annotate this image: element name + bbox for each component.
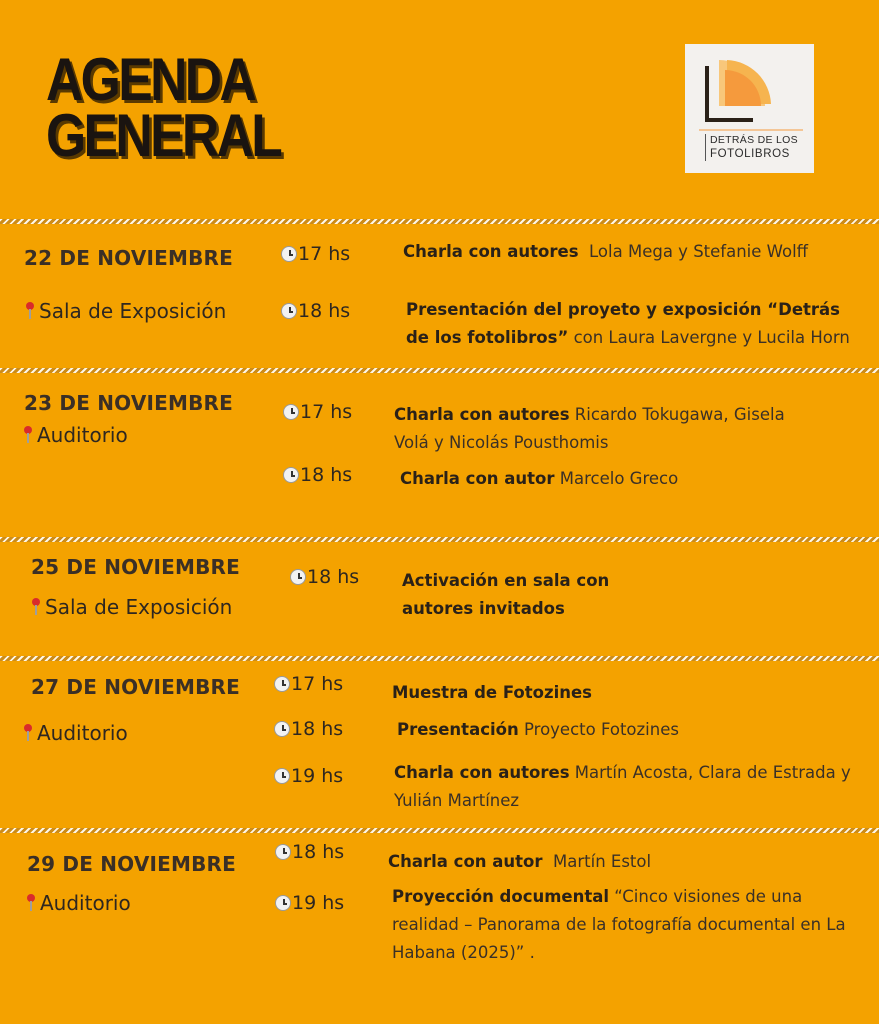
event-description: Charla con autor Marcelo Greco: [400, 469, 679, 488]
day-location: Auditorio: [27, 891, 131, 915]
separator: [0, 828, 879, 833]
separator: [0, 368, 879, 373]
clock-icon: [274, 721, 290, 737]
event-time: 18 hs: [283, 464, 352, 486]
event-time: 18 hs: [274, 718, 343, 740]
logo-text: [705, 134, 798, 161]
day-location: Sala de Exposición: [26, 299, 226, 323]
event-description: Presentación Proyecto Fotozines: [397, 720, 679, 739]
location-pin-icon: [26, 302, 34, 319]
event-description: Charla con autor Martín Estol: [388, 852, 652, 871]
title-line-2: GENERAL: [46, 102, 281, 169]
title-line-1: AGENDA: [46, 46, 255, 113]
clock-icon: [275, 844, 291, 860]
location-pin-icon: [24, 724, 32, 741]
page-title: [46, 46, 281, 169]
event-description: Proyección documental “Cinco visiones de una realidad – Panorama de la fotografía documental en La Habana (2025)” .: [392, 887, 846, 962]
event-time: 17 hs: [281, 243, 350, 265]
event-time: 18 hs: [290, 566, 359, 588]
event-description: Presentación del proyeto y exposición “Detrás de los fotolibros” con Laura Lavergne y Lucila Horn: [406, 300, 850, 347]
event-description: Charla con autores Ricardo Tokugawa, Gisela Volá y Nicolás Pousthomis: [394, 405, 785, 452]
clock-icon: [275, 895, 291, 911]
clock-icon: [281, 303, 297, 319]
logo-text-line-1: DETRÁS DE LOS: [710, 134, 798, 146]
separator: [0, 537, 879, 542]
separator: [0, 219, 879, 224]
event-description: Charla con autores Martín Acosta, Clara de Estrada y Yulián Martínez: [394, 763, 851, 810]
clock-icon: [274, 676, 290, 692]
event-time: 17 hs: [283, 401, 352, 423]
event-time: 17 hs: [274, 673, 343, 695]
event-description: Muestra de Fotozines: [392, 683, 593, 702]
location-pin-icon: [24, 426, 32, 443]
event-time: 18 hs: [281, 300, 350, 322]
separator: [0, 656, 879, 661]
logo: [685, 44, 814, 173]
clock-icon: [274, 768, 290, 784]
clock-icon: [283, 467, 299, 483]
day-date: 22 DE NOVIEMBRE: [24, 246, 234, 270]
day-location: Auditorio: [24, 721, 128, 745]
clock-icon: [290, 569, 306, 585]
day-date: 25 DE NOVIEMBRE: [31, 555, 241, 579]
clock-icon: [283, 404, 299, 420]
day-date: 27 DE NOVIEMBRE: [31, 675, 241, 699]
event-time: 18 hs: [275, 841, 344, 863]
logo-text-line-2: FOTOLIBROS: [710, 148, 790, 160]
day-date: 29 DE NOVIEMBRE: [27, 852, 237, 876]
clock-icon: [281, 246, 297, 262]
location-pin-icon: [32, 598, 40, 615]
location-pin-icon: [27, 894, 35, 911]
event-description: Activación en sala con autores invitados: [402, 571, 610, 618]
event-time: 19 hs: [274, 765, 343, 787]
event-time: 19 hs: [275, 892, 344, 914]
day-date: 23 DE NOVIEMBRE: [24, 391, 234, 415]
day-location: Auditorio: [24, 423, 128, 447]
event-description: Charla con autores Lola Mega y Stefanie Wolff: [403, 242, 809, 261]
day-location: Sala de Exposición: [32, 595, 232, 619]
